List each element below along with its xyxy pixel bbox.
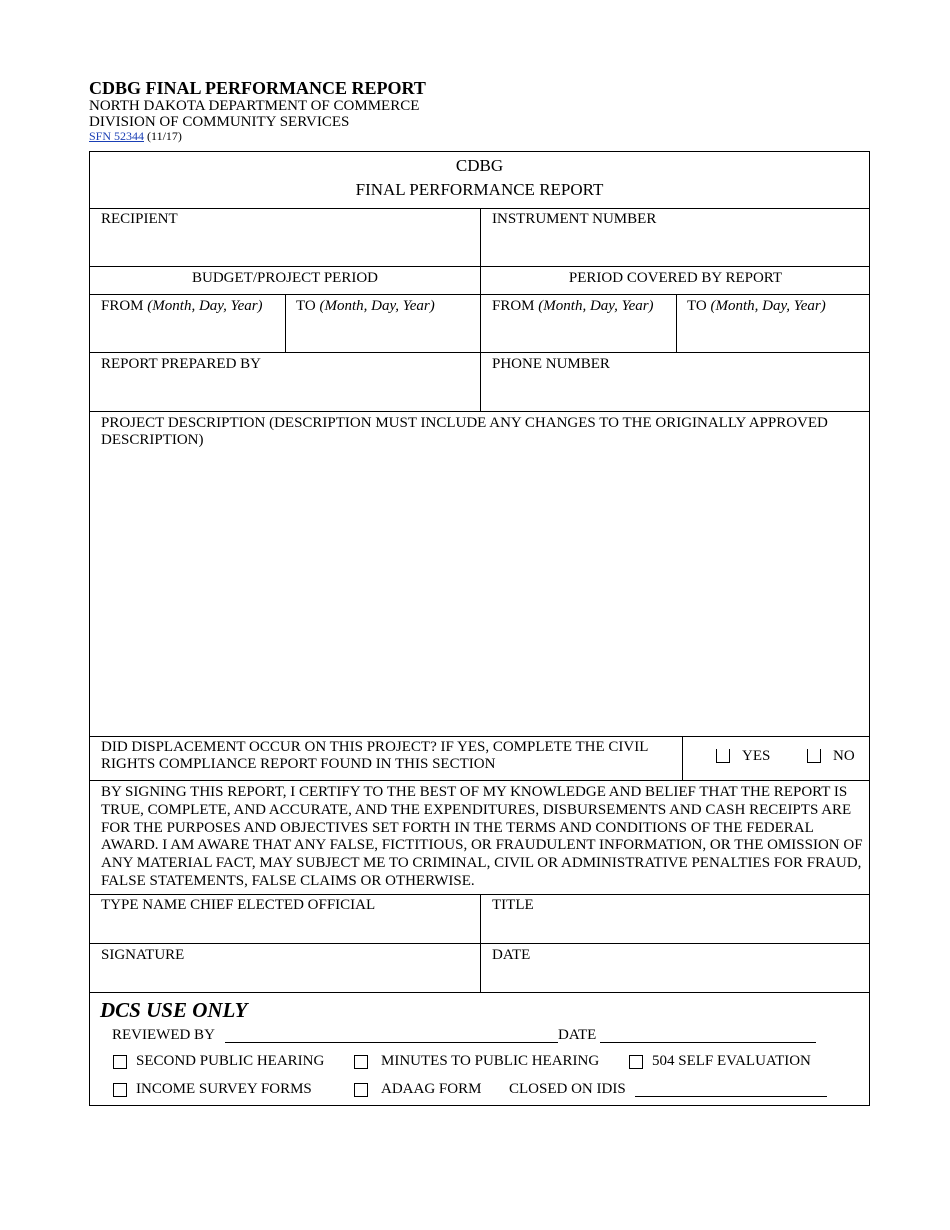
second-hearing-checkbox[interactable] bbox=[113, 1055, 127, 1069]
no-checkbox[interactable] bbox=[807, 749, 821, 763]
yes-checkbox[interactable] bbox=[716, 749, 730, 763]
reviewed-by-label: REVIEWED BY bbox=[112, 1027, 215, 1043]
signature-field[interactable]: SIGNATURE bbox=[101, 947, 185, 963]
adaag-checkbox[interactable] bbox=[354, 1083, 368, 1097]
reviewed-by-line[interactable] bbox=[225, 1042, 558, 1043]
budget-to-field[interactable]: TO (Month, Day, Year) bbox=[296, 298, 435, 314]
period-to-field[interactable]: TO (Month, Day, Year) bbox=[687, 298, 826, 314]
budget-from-field[interactable]: FROM (Month, Day, Year) bbox=[101, 298, 263, 314]
title-field[interactable]: TITLE bbox=[492, 897, 534, 913]
minutes-checkbox[interactable] bbox=[354, 1055, 368, 1069]
closed-idis-label: CLOSED ON IDIS bbox=[509, 1081, 626, 1097]
closed-idis-line[interactable] bbox=[635, 1096, 827, 1097]
prepared-by-field[interactable]: REPORT PREPARED BY bbox=[101, 356, 261, 372]
minutes-label: MINUTES TO PUBLIC HEARING bbox=[381, 1053, 600, 1069]
report-title: CDBG FINAL PERFORMANCE REPORT bbox=[89, 78, 426, 98]
dcs-date-label: DATE bbox=[558, 1027, 597, 1043]
dcs-use-only-heading: DCS USE ONLY bbox=[100, 998, 248, 1022]
sfn-date: (11/17) bbox=[147, 129, 182, 143]
income-survey-checkbox[interactable] bbox=[113, 1083, 127, 1097]
period-covered-heading: PERIOD COVERED BY REPORT bbox=[568, 270, 783, 286]
sfn-link[interactable]: SFN 52344 bbox=[89, 129, 145, 143]
department-name: NORTH DAKOTA DEPARTMENT OF COMMERCE bbox=[89, 98, 420, 114]
divider bbox=[90, 992, 870, 993]
recipient-field[interactable]: RECIPIENT bbox=[101, 211, 178, 227]
adaag-label: ADAAG FORM bbox=[381, 1081, 482, 1097]
column-divider bbox=[682, 736, 683, 780]
division-name: DIVISION OF COMMUNITY SERVICES bbox=[89, 114, 350, 130]
budget-period-heading: BUDGET/PROJECT PERIOD bbox=[192, 270, 378, 286]
form-title-line2: FINAL PERFORMANCE REPORT bbox=[355, 180, 604, 199]
project-description-field[interactable]: PROJECT DESCRIPTION (DESCRIPTION MUST INCLUDE ANY CHANGES TO THE ORIGINALLY APPROVED DESCRIPTION) bbox=[101, 415, 828, 448]
self-evaluation-label: 504 SELF EVALUATION bbox=[652, 1053, 811, 1069]
column-divider bbox=[285, 294, 286, 352]
self-evaluation-checkbox[interactable] bbox=[629, 1055, 643, 1069]
phone-number-field[interactable]: PHONE NUMBER bbox=[492, 356, 610, 372]
dcs-date-line[interactable] bbox=[600, 1042, 816, 1043]
report-form bbox=[89, 151, 870, 1106]
form-number bbox=[89, 129, 182, 143]
column-divider bbox=[480, 208, 481, 411]
divider bbox=[90, 736, 870, 737]
certification-statement: BY SIGNING THIS REPORT, I CERTIFY TO THE BEST OF MY KNOWLEDGE AND BELIEF THAT THE REPORT IS TRUE, COMPLETE, AND ACCURATE, AND THE EXPENDITURES, DISBURSEMENTS AND CASH RECEIPTS ARE FOR THE PURPOSES AND OBJECTIVES SET FORTH IN THE TERMS AND CONDITIONS OF THE FEDERAL AWARD. I AM AWARE THAT ANY FALSE, FICTITIOUS, OR FRAUDULENT INFORMATION, OR THE OMISSION OF ANY MATERIAL FACT, MAY SUBJECT ME TO CRIMINAL, CIVIL OR ADMINISTRATIVE PENALTIES FOR FRAUD, FALSE STATEMENTS, FALSE CLAIMS OR OTHERWISE. bbox=[101, 784, 863, 889]
column-divider bbox=[480, 894, 481, 992]
column-divider bbox=[676, 294, 677, 352]
divider bbox=[90, 411, 870, 412]
yes-label: YES bbox=[742, 748, 771, 764]
income-survey-label: INCOME SURVEY FORMS bbox=[136, 1081, 312, 1097]
instrument-number-field[interactable]: INSTRUMENT NUMBER bbox=[492, 211, 657, 227]
date-field[interactable]: DATE bbox=[492, 947, 531, 963]
form-title-line1: CDBG bbox=[455, 156, 504, 175]
period-from-field[interactable]: FROM (Month, Day, Year) bbox=[492, 298, 654, 314]
displacement-question: DID DISPLACEMENT OCCUR ON THIS PROJECT? IF YES, COMPLETE THE CIVIL RIGHTS COMPLIANCE REPORT FOUND IN THIS SECTION bbox=[101, 739, 648, 772]
second-hearing-label: SECOND PUBLIC HEARING bbox=[136, 1053, 325, 1069]
no-label: NO bbox=[833, 748, 855, 764]
divider bbox=[90, 780, 870, 781]
chief-official-field[interactable]: TYPE NAME CHIEF ELECTED OFFICIAL bbox=[101, 897, 376, 913]
